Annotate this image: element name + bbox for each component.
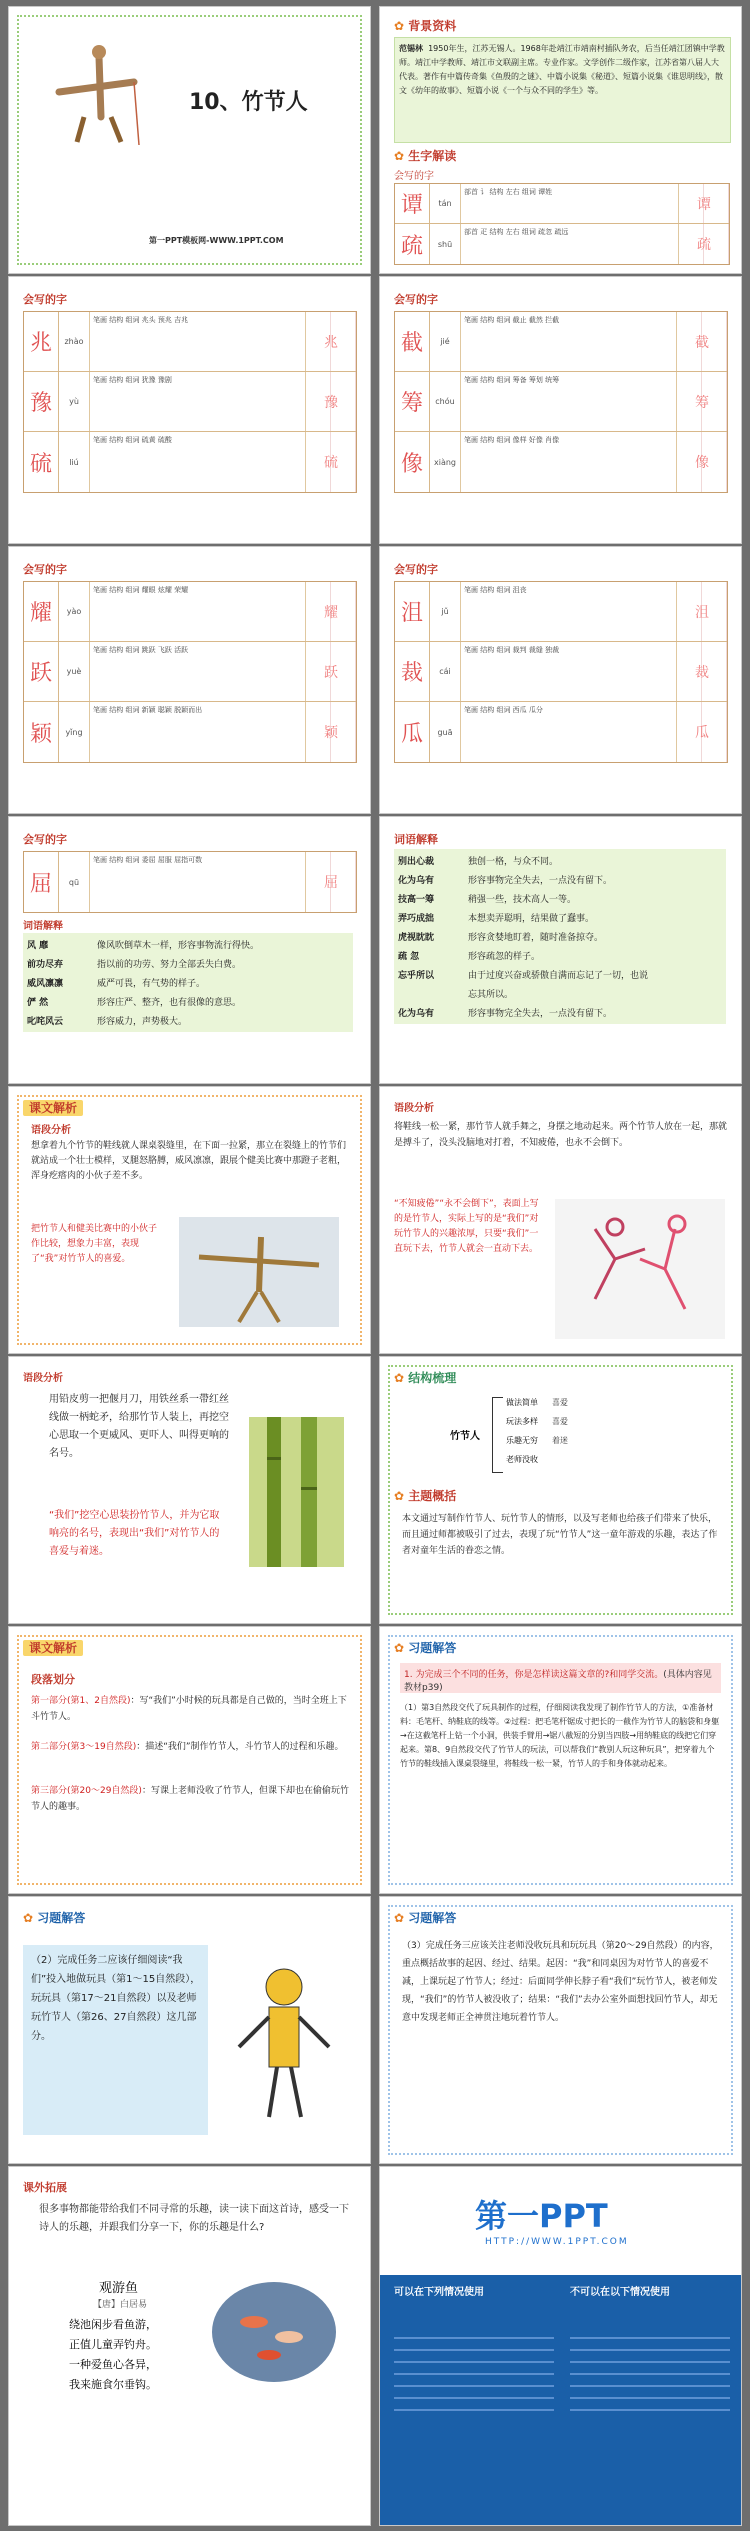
part-1: 第一部分(第1、2自然段)：写“我们”小时候的玩具都是自己做的，当时全班上下斗竹节人。 (31, 1696, 347, 1722)
bamboo-photo (249, 1417, 344, 1567)
slide-chars-2[interactable] (379, 276, 742, 544)
structure-root: 竹节人 (450, 1431, 480, 1442)
char-row: 豫 yù 笔画 结构 组词 犹豫 豫剧 豫 (24, 372, 356, 432)
poem-title: 观游鱼 (99, 2281, 139, 2296)
vocab-row: 叱咤风云 形容威力，声势极大。 (27, 1017, 188, 1027)
slide-analysis-1[interactable] (8, 1086, 371, 1354)
passage: 将鞋线一松一紧，那竹节人就手舞之，身摆之地动起来。两个竹节人放在一起，那就是搏斗了，没头没脑地对打着，不知疲倦，也永不会倒下。 (394, 1122, 728, 1148)
char-grid (394, 183, 730, 265)
background-header: ✿ 背景资料 (394, 19, 457, 33)
part-3: 第三部分(第20～29自然段)：写课上老师没收了竹节人，但课下却也在偷偷玩竹节人的趣事。 (31, 1786, 349, 1812)
char-row: 兆 zhào 笔画 结构 组词 兆头 预兆 吉兆 兆 (24, 312, 356, 372)
char-grid (394, 581, 728, 763)
slide-label: 会写的字 (23, 293, 67, 306)
slide-background[interactable] (379, 6, 742, 274)
slide-chars-3[interactable] (8, 546, 371, 814)
slide-label: 会写的字 (394, 293, 438, 306)
background-box (394, 37, 731, 143)
char-row: 颖 yǐng 笔画 结构 组词 新颖 聪颖 脱颖而出 颖 (24, 702, 356, 762)
char-row: 硫 liú 笔画 结构 组词 硫黄 硫酸 硫 (24, 432, 356, 492)
vocab-table (394, 849, 726, 1024)
vocab-row: 弄巧成拙 本想卖弄聪明，结果做了蠢事。 (398, 914, 595, 924)
answer-text: （3）完成任务三应该关注老师没收玩具和玩玩具（第20～29自然段）的内容，重点概括故事的起因、经过、结果。起因：“我”和同桌因为对竹节人的喜爱不减，上课玩起了竹节人；经过：后面同学伸长脖子看“我们”玩竹节人，被老师发现，“我们”的竹节人被没收了；结果：“我们”去办公室外面想找回竹节人，却无意中发现老师正全神贯注地玩着竹节人。 (402, 1941, 719, 2023)
char-row: 跃 yuè 笔画 结构 组词 跳跃 飞跃 活跃 跃 (24, 642, 356, 702)
answer-text: （1）第3自然段交代了玩具制作的过程，仔细阅读我发现了制作竹节人的方法，①准备材料：毛笔杆、纳鞋底的线等。②过程：把毛笔杆锯成寸把长的一截作为竹节人的脑袋和身躯→在这截笔杆上钻一个小洞，供装手臂用→锯八截短的分别当四肢→用纳鞋底的线把它们穿起来。第8、9自然段交代了竹节人的玩法，可以帮我们“教别人玩这种玩具”，把穿着九个竹节的鞋线插入课桌裂缝里，将鞋线一松一紧，竹节人的手和身体就动起来。 (400, 1703, 720, 1768)
analysis-note: “不知疲倦”“永不会倒下”，表面上写的是竹节人，实际上写的是“我们”对玩竹节人的兴趣浓厚，只要“我们”一直玩下去，竹节人就会一直动下去。 (394, 1199, 539, 1254)
structure-branches: 做法简单 玩法多样 乐趣无穷 老师没收 (506, 1398, 538, 1464)
vocab-row: 风 靡 像风吹倒草木一样，形容事物流行得快。 (27, 941, 260, 951)
slide-analysis-2[interactable] (379, 1086, 742, 1354)
flower-icon: ✿ (23, 1911, 34, 1925)
slide-chars-1[interactable] (8, 276, 371, 544)
new-words-header: ✿ 生字解读 (394, 149, 457, 163)
char-grid (23, 311, 357, 493)
slide-chars-4[interactable] (379, 546, 742, 814)
vocab-table (23, 933, 353, 1032)
exercise-tag: ✿ 习题解答 (394, 1911, 457, 1925)
vocab-row: 虎视眈眈 形容贪婪地盯着，随时准备掠夺。 (398, 933, 604, 943)
theme-text: 本文通过写制作竹节人、玩竹节人的情形，以及写老师也给孩子们带来了快乐，而且通过师都被吸引了过去，表现了玩“竹节人”这一童年游戏的乐趣，表达了作者对童年生活的眷恋之情。 (402, 1514, 718, 1556)
question-box: 1. 为完成三个不同的任务，你是怎样读这篇文章的?和同学交流。(具体内容见教材p39) (400, 1663, 721, 1693)
char-row: 屈 qū 笔画 结构 组词 委屈 屈服 屈指可数 屈 (24, 852, 356, 912)
vocab-row: 化为乌有 形容事物完全失去，一点没有留下。 (398, 876, 613, 886)
analysis-note: “我们”挖空心思装扮竹节人，并为它取响亮的名号，表现出“我们”对竹节人的喜爱与着迷。 (49, 1510, 220, 1557)
flower-icon: ✿ (394, 1911, 405, 1925)
poem-body: 绕池闲步看鱼游， 正值儿童弄钓舟。 一种爱鱼心各异， 我来施食尔垂钩。 (69, 2318, 157, 2391)
slide-promo[interactable] (379, 2166, 742, 2526)
slide-label: 会写的字 (394, 563, 438, 576)
allowed-title: 可以在下列情况使用 (394, 2287, 484, 2298)
slide-exercise-2[interactable] (8, 1896, 371, 2164)
section-label: 语段分析 (23, 1373, 63, 1384)
char-row: 沮 jǔ 笔画 结构 组词 沮丧 沮 (395, 582, 727, 642)
section-label: 语段分析 (394, 1103, 434, 1114)
vocab-row: 别出心裁 独创一格，与众不同。 (398, 857, 559, 867)
char-grid (23, 851, 357, 913)
char-row: 谭 tán 部首 讠 结构 左右 组词 谭姓 谭 (395, 184, 729, 224)
slide-chars-vocab[interactable] (8, 816, 371, 1084)
char-row: 耀 yào 笔画 结构 组词 耀眼 炫耀 荣耀 耀 (24, 582, 356, 642)
slide-vocab[interactable] (379, 816, 742, 1084)
lesson-analysis-tag: 课文解析 (23, 1099, 83, 1116)
vocab-title: 词语解释 (23, 921, 63, 932)
theme-tag: ✿ 主题概括 (394, 1489, 457, 1503)
vocab-row: 疏 忽 形容疏忽的样子。 (398, 952, 541, 962)
footer-site: 第一PPT模板网-WWW.1PPT.COM (149, 236, 284, 245)
exercise-tag: ✿ 习题解答 (394, 1641, 457, 1655)
vocab-title: 词语解释 (394, 833, 438, 846)
author-name: 范锡林 (399, 44, 423, 53)
slide-exercise-3[interactable] (379, 1896, 742, 2164)
slide-extension[interactable] (8, 2166, 371, 2526)
author-bio: 1950年生，江苏无锡人。1968年赴靖江市靖南村插队务农，后当任靖江团镇中学教师。靖江中学教师、靖江市文联副主席。专业作家。文学创作二级作家，江苏省第八届人大代表。著作有中篇传奇集《鱼殷的之谜》、中篇小说集《秘道》、短篇小说集《谁思明线》，散文《幼年的故事》、短篇小说《一个与众不同的学生》等。 (399, 44, 725, 95)
slide-exercise-1[interactable] (379, 1626, 742, 1894)
passage: 想拿着九个竹节的鞋线就人课桌裂缝里，在下面一拉紧，那立在裂缝上的竹节们就站成一个壮士模样，叉腿怒胳膊，威风凛凛，跟展个健美比赛中那蹬子老粗，浑身疙瘩肉的小伙子差不多。 (31, 1141, 347, 1181)
char-row: 截 jié 笔画 结构 组词 截止 截然 拦截 截 (395, 312, 727, 372)
puppet-photo (179, 1217, 339, 1327)
char-row: 裁 cái 笔画 结构 组词 裁判 裁缝 独裁 裁 (395, 642, 727, 702)
char-row: 筹 chóu 笔画 结构 组词 筹备 筹划 统筹 筹 (395, 372, 727, 432)
vocab-row: 威风凛凛 威严可畏，有气势的样子。 (27, 979, 206, 989)
answer-text: （2）完成任务二应该仔细阅读“我们”投入地做玩具（第1～15自然段），玩玩具（第17～21自然段）以及老师玩竹节人（第26、27自然段）这几部分。 (31, 1955, 201, 2042)
char-row: 疏 shū 部首 疋 结构 左右 组词 疏忽 疏远 疏 (395, 224, 729, 264)
char-row: 像 xiàng 笔画 结构 组词 像样 好像 肖像 像 (395, 432, 727, 492)
promo-url: HTTP://WWW.1PPT.COM (485, 2237, 629, 2247)
section-label: 语段分析 (31, 1125, 71, 1136)
fish-photo (209, 2277, 339, 2387)
vocab-row: 忘乎所以 由于过度兴奋或骄傲自满而忘记了一切，也说 (398, 971, 649, 981)
write-chars-label: 会写的字 (394, 171, 434, 182)
section-label: 课外拓展 (23, 2181, 67, 2194)
vocab-row: 前功尽弃 指以前的功劳、努力全部丢失白费。 (27, 960, 242, 970)
flower-icon: ✿ (394, 1489, 405, 1503)
flower-icon: ✿ (394, 1641, 405, 1655)
passage: 用铅皮剪一把偃月刀，用铁丝系一帶红丝线做一柄蛇矛，给那竹节人装上，再挖空心思取一个更威风、更吓人、叫得更响的名号。 (49, 1394, 229, 1459)
link-list-right (570, 2327, 730, 2507)
extension-intro: 很多事物都能带给我们不同寻常的乐趣，读一读下面这首诗，感受一下诗人的乐趣，并跟我们分享一下，你的乐趣是什么? (39, 2204, 349, 2233)
slide-label: 会写的字 (23, 833, 67, 846)
not-allowed-title: 不可以在以下情况使用 (570, 2287, 670, 2298)
slide-label: 会写的字 (23, 563, 67, 576)
lesson-title: 10、竹节人 (189, 90, 308, 115)
part-2: 第二部分(第3～19自然段)：描述“我们”制作竹节人，斗竹节人的过程和乐趣。 (31, 1742, 344, 1752)
analysis-note: 把竹节人和健美比赛中的小伙子作比较，想象力丰富，表现了“我”对竹节人的喜爱。 (31, 1224, 158, 1264)
poem-author: 【唐】白居易 (93, 2300, 148, 2310)
lesson-analysis-tag: 课文解析 (23, 1639, 83, 1656)
slide-title[interactable] (8, 6, 371, 274)
flower-icon: ✿ (394, 19, 405, 33)
bamboo-puppet-illustration (39, 37, 149, 147)
char-grid (394, 311, 728, 493)
vocab-row: 技高一筹 稍强一些，技术高人一等。 (398, 895, 577, 905)
vocab-row: 化为乌有 形容事物完全失去，一点没有留下。 (398, 1009, 613, 1019)
structure-tag: ✿ 结构梳理 (394, 1371, 457, 1385)
vocab-row: 忘其所以。 (468, 990, 514, 1000)
puppet-cartoon (229, 1957, 339, 2127)
exercise-tag: ✿ 习题解答 (23, 1911, 86, 1925)
flower-icon: ✿ (394, 1371, 405, 1385)
structure-emotions: 喜爱 喜爱 着迷 (552, 1398, 568, 1445)
section-label: 段落划分 (31, 1673, 75, 1686)
chalk-drawing (555, 1199, 725, 1339)
char-row: 瓜 guā 笔画 结构 组词 西瓜 瓜分 瓜 (395, 702, 727, 762)
char-grid (23, 581, 357, 763)
promo-logo: 第一PPT (475, 2197, 608, 2235)
slide-structure[interactable] (379, 1356, 742, 1624)
link-list-left (394, 2327, 554, 2507)
slide-analysis-3[interactable] (8, 1356, 371, 1624)
vocab-row: 俨 然 形容庄严、整齐，也有很像的意思。 (27, 998, 242, 1008)
flower-icon: ✿ (394, 149, 405, 163)
slide-paragraphs[interactable] (8, 1626, 371, 1894)
